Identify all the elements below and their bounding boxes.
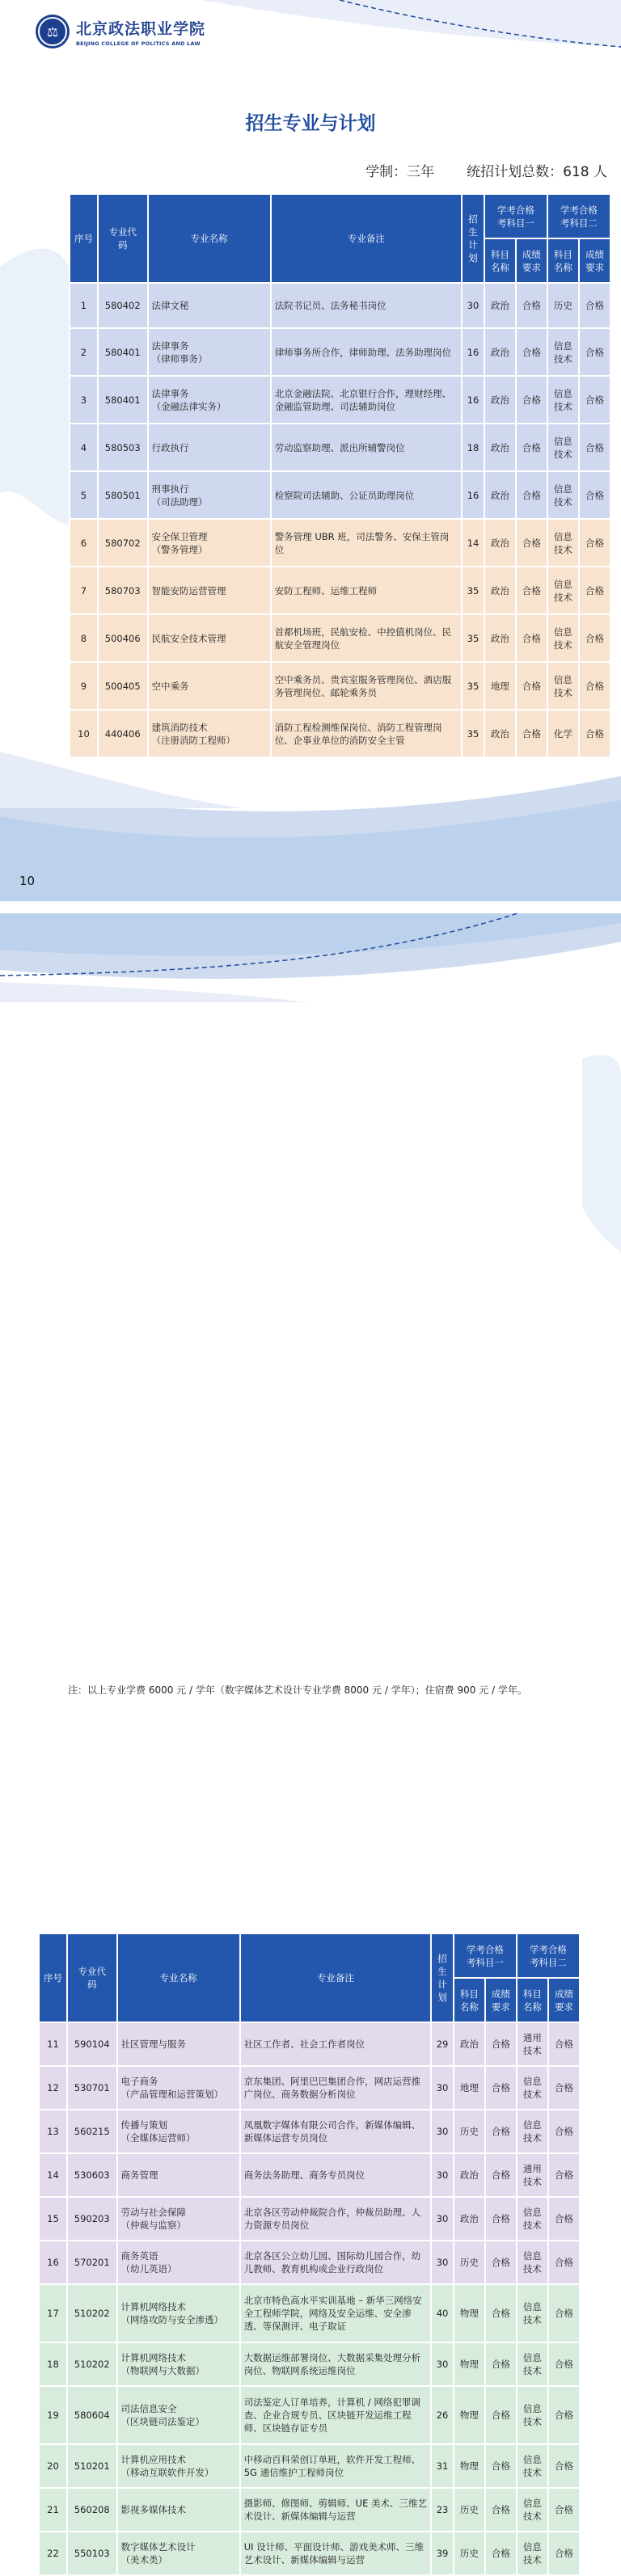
header-code: 专业代码 [99,195,147,282]
cell-subject-1: 地理 [454,2067,484,2109]
cell-code: 590203 [68,2198,116,2240]
cell-subject-2: 信息技术 [518,2110,547,2152]
cell-subject-1: 政治 [485,284,515,327]
cell-remark: 安防工程师、运维工程师 [272,567,461,613]
cell-plan: 30 [432,2198,453,2240]
table-row [40,2489,579,2531]
header-name: 专业名称 [118,1934,239,2022]
table-row [40,2387,579,2443]
header-requirement-2: 成绩要求 [580,239,610,282]
cell-code: 530701 [68,2067,116,2109]
cell-seq: 8 [70,615,97,661]
total-quota: 统招计划总数：618 人 [467,164,607,180]
table-row [40,2198,579,2240]
cell-seq: 10 [70,710,97,757]
cell-plan: 30 [432,2343,453,2385]
cell-requirement-1: 合格 [517,329,547,375]
cell-plan: 30 [432,2241,453,2283]
table-row [40,2067,579,2109]
cell-subject-2: 信息技术 [548,520,578,566]
cell-requirement-1: 合格 [486,2023,516,2065]
cell-seq: 1 [70,284,97,327]
cell-plan: 31 [432,2445,453,2487]
cell-requirement-1: 合格 [517,663,547,709]
cell-code: 570201 [68,2241,116,2283]
cell-major-name: 司法信息安全 （区块链司法鉴定） [118,2387,239,2443]
fee-note: 注：以上专业学费 6000 元 / 学年（数字媒体艺术设计专业学费 8000 元 / 学年）；住宿费 900 元 / 学年。 [68,1684,527,1696]
header-requirement-1: 成绩要求 [486,1979,516,2022]
cell-remark: 北京市特色高水平实训基地 – 新华三网络安全工程师学院，网络及安全运维、安全渗透、等保测评、电子取证 [241,2285,430,2342]
cell-remark: 北京各区公立幼儿园、国际幼儿园合作，幼儿教师、教育机构或企业行政岗位 [241,2241,430,2283]
cell-subject-1: 政治 [454,2198,484,2240]
cell-requirement-2: 合格 [549,2489,579,2531]
cell-subject-2: 信息技术 [548,424,578,470]
logo-english: BEIJING COLLEGE OF POLITICS AND LAW [76,40,201,47]
cell-requirement-1: 合格 [486,2154,516,2196]
cell-requirement-1: 合格 [486,2110,516,2152]
cell-requirement-2: 合格 [580,424,610,470]
cell-major-name: 传播与策划 （全媒体运营师） [118,2110,239,2152]
cell-plan: 35 [463,615,484,661]
cell-remark: 京东集团、阿里巴巴集团合作，网店运营推广岗位、商务数据分析岗位 [241,2067,430,2109]
cell-seq: 17 [40,2285,66,2342]
cell-major-name: 计算机网络技术 （物联网与大数据） [118,2343,239,2385]
cell-seq: 3 [70,377,97,423]
cell-remark: 劳动监察助理、派出所辅警岗位 [272,424,461,470]
cell-seq: 11 [40,2023,66,2065]
cell-major-name: 计算机应用技术 （移动互联软件开发） [118,2445,239,2487]
cell-major-name: 空中乘务 [149,663,270,709]
cell-seq: 14 [40,2154,66,2196]
cell-requirement-1: 合格 [486,2241,516,2283]
cell-requirement-1: 合格 [517,567,547,613]
cell-remark: 司法鉴定人订单培养，计算机 / 网络犯罪调查、企业合规专员、区块链开发运维工程师、区块链存证专员 [241,2387,430,2443]
cell-requirement-2: 合格 [580,710,610,757]
cell-code: 580402 [99,284,147,327]
header-group1: 学考合格考科目一 [454,1934,516,1977]
cell-requirement-2: 合格 [580,520,610,566]
cell-seq: 2 [70,329,97,375]
cell-subject-1: 历史 [454,2241,484,2283]
cell-requirement-2: 合格 [549,2445,579,2487]
cell-plan: 18 [463,424,484,470]
table-1-body [70,284,610,757]
cell-requirement-1: 合格 [486,2198,516,2240]
table-row [70,284,610,327]
cell-remark: 空中乘务员、贵宾室服务管理岗位、酒店服务管理岗位、邮轮乘务员 [272,663,461,709]
cell-code: 500405 [99,663,147,709]
cell-code: 560215 [68,2110,116,2152]
cell-code: 580702 [99,520,147,566]
cell-requirement-1: 合格 [517,615,547,661]
cell-remark: UI 设计师、平面设计师、游戏美术师、三维艺术设计、新媒体编辑与运营 [241,2532,430,2574]
table-row [70,424,610,470]
cell-subject-1: 历史 [454,2532,484,2574]
header-plan: 招生计划 [432,1934,453,2022]
header-subject-1: 科目名称 [454,1979,484,2022]
cell-requirement-1: 合格 [517,377,547,423]
cell-seq: 6 [70,520,97,566]
cell-seq: 5 [70,472,97,518]
cell-code: 580703 [99,567,147,613]
cell-seq: 15 [40,2198,66,2240]
cell-subject-1: 地理 [485,663,515,709]
cell-requirement-1: 合格 [486,2387,516,2443]
cell-remark: 摄影师、修图师、剪辑师、UE 美术、三维艺术设计、新媒体编辑与运营 [241,2489,430,2531]
cell-plan: 39 [432,2532,453,2574]
cell-subject-1: 物理 [454,2343,484,2385]
header-remark: 专业备注 [241,1934,430,2022]
cell-code: 560208 [68,2489,116,2531]
cell-plan: 35 [463,710,484,757]
cell-requirement-2: 合格 [580,615,610,661]
header-remark: 专业备注 [272,195,461,282]
table-row [70,472,610,518]
cell-major-name: 行政执行 [149,424,270,470]
cell-subject-2: 信息技术 [518,2343,547,2385]
cell-subject-2: 信息技术 [548,329,578,375]
page-number: 10 [19,874,36,888]
cell-requirement-2: 合格 [549,2532,579,2574]
cell-major-name: 社区管理与服务 [118,2023,239,2065]
cell-requirement-1: 合格 [486,2285,516,2342]
cell-plan: 16 [463,329,484,375]
cell-remark: 消防工程检测维保岗位、消防工程管理岗位、企事业单位的消防安全主管 [272,710,461,757]
cell-requirement-2: 合格 [549,2110,579,2152]
cell-code: 580604 [68,2387,116,2443]
cell-requirement-2: 合格 [549,2067,579,2109]
table-row [40,2285,579,2342]
cell-plan: 16 [463,377,484,423]
cell-requirement-2: 合格 [580,284,610,327]
cell-requirement-1: 合格 [486,2445,516,2487]
table-row [70,663,610,709]
admission-table-1 [69,193,611,758]
cell-major-name: 商务英语 （幼儿英语） [118,2241,239,2283]
cell-code: 510201 [68,2445,116,2487]
table-row [40,2110,579,2152]
cell-subject-1: 政治 [485,710,515,757]
header-subject-2: 科目名称 [518,1979,547,2022]
cell-major-name: 数字媒体艺术设计 （美术类） [118,2532,239,2574]
table-row [40,2154,579,2196]
college-logo [36,15,205,48]
header-group1: 学考合格考科目一 [485,195,547,238]
cell-seq: 21 [40,2489,66,2531]
cell-subject-2: 信息技术 [518,2489,547,2531]
cell-code: 580401 [99,377,147,423]
cell-subject-1: 政治 [485,329,515,375]
admission-table-2 [38,1933,581,2576]
cell-seq: 12 [40,2067,66,2109]
table-row [70,329,610,375]
cell-code: 500406 [99,615,147,661]
cell-code: 510202 [68,2343,116,2385]
page-2 [0,913,621,2565]
cell-subject-2: 信息技术 [548,567,578,613]
cell-remark: 北京金融法院、北京银行合作，理财经理、金融监管助理、司法辅助岗位 [272,377,461,423]
cell-code: 440406 [99,710,147,757]
cell-requirement-1: 合格 [486,2532,516,2574]
table-row [40,2445,579,2487]
cell-subject-2: 化学 [548,710,578,757]
cell-subject-1: 政治 [454,2154,484,2196]
cell-plan: 30 [432,2110,453,2152]
cell-requirement-1: 合格 [517,472,547,518]
cell-seq: 22 [40,2532,66,2574]
cell-plan: 30 [432,2067,453,2109]
cell-plan: 23 [432,2489,453,2531]
cell-plan: 29 [432,2023,453,2065]
cell-subject-1: 政治 [485,472,515,518]
cell-requirement-1: 合格 [486,2343,516,2385]
cell-seq: 9 [70,663,97,709]
cell-remark: 凤凰数字媒体有限公司合作，新媒体编辑、新媒体运营专员岗位 [241,2110,430,2152]
cell-requirement-2: 合格 [580,377,610,423]
cell-major-name: 法律事务 （金融法律实务） [149,377,270,423]
cell-seq: 4 [70,424,97,470]
cell-major-name: 计算机网络技术 （网络攻防与安全渗透） [118,2285,239,2342]
cell-plan: 26 [432,2387,453,2443]
cell-subject-2: 信息技术 [548,615,578,661]
cell-requirement-2: 合格 [580,329,610,375]
seal-icon: ⚖ [36,15,70,48]
cell-major-name: 智能安防运营管理 [149,567,270,613]
cell-seq: 18 [40,2343,66,2385]
table-row [70,377,610,423]
cell-major-name: 法律事务 （律师事务） [149,329,270,375]
cell-code: 580401 [99,329,147,375]
cell-requirement-1: 合格 [517,424,547,470]
cell-remark: 律师事务所合作，律师助理、法务助理岗位 [272,329,461,375]
cell-major-name: 电子商务 （产品管理和运营策划） [118,2067,239,2109]
cell-subject-1: 政治 [485,424,515,470]
cell-requirement-2: 合格 [580,472,610,518]
cell-major-name: 建筑消防技术 （注册消防工程师） [149,710,270,757]
cell-requirement-2: 合格 [549,2285,579,2342]
cell-code: 580503 [99,424,147,470]
cell-major-name: 安全保卫管理 （警务管理） [149,520,270,566]
cell-subject-2: 信息技术 [518,2387,547,2443]
header-requirement-2: 成绩要求 [549,1979,579,2022]
table-2-body [40,2023,579,2574]
page-1 [0,0,621,901]
cell-plan: 35 [463,567,484,613]
cell-remark: 检察院司法辅助、公证员助理岗位 [272,472,461,518]
cell-subject-1: 政治 [485,615,515,661]
cell-code: 550103 [68,2532,116,2574]
cell-major-name: 影视多媒体技术 [118,2489,239,2531]
study-duration: 学制：三年 [365,164,435,180]
header-plan: 招生计划 [463,195,484,282]
cell-subject-1: 政治 [485,567,515,613]
header-requirement-1: 成绩要求 [517,239,547,282]
cell-requirement-2: 合格 [549,2198,579,2240]
cell-remark: 首都机场班，民航安检、中控值机岗位、民航安全管理岗位 [272,615,461,661]
cell-requirement-1: 合格 [517,284,547,327]
cell-code: 580501 [99,472,147,518]
cell-subject-2: 历史 [548,284,578,327]
cell-subject-1: 政治 [485,377,515,423]
cell-subject-2: 信息技术 [518,2198,547,2240]
cell-plan: 14 [463,520,484,566]
plan-summary [333,160,607,180]
cell-remark: 大数据运维部署岗位、大数据采集处理分析岗位、物联网系统运维岗位 [241,2343,430,2385]
cell-major-name: 劳动与社会保障 （仲裁与监察） [118,2198,239,2240]
header-group2: 学考合格考科目二 [518,1934,579,1977]
table-row [70,710,610,757]
cell-subject-2: 信息技术 [548,377,578,423]
cell-major-name: 商务管理 [118,2154,239,2196]
cell-requirement-2: 合格 [549,2343,579,2385]
cell-requirement-1: 合格 [517,520,547,566]
cell-subject-2: 信息技术 [518,2241,547,2283]
cell-requirement-1: 合格 [517,710,547,757]
cell-plan: 30 [432,2154,453,2196]
page-title: 招生专业与计划 [245,113,376,134]
cell-subject-2: 信息技术 [518,2285,547,2342]
cell-subject-2: 通用技术 [518,2023,547,2065]
cell-major-name: 法律文秘 [149,284,270,327]
cell-subject-2: 信息技术 [548,663,578,709]
table-row [40,2343,579,2385]
cell-major-name: 刑事执行 （司法助理） [149,472,270,518]
cell-remark: 中移动百科荣创订单班，软件开发工程师、5G 通信维护工程师岗位 [241,2445,430,2487]
cell-subject-2: 信息技术 [548,472,578,518]
logo-chinese: 北京政法职业学院 [76,19,206,38]
page-2-background [0,913,621,1701]
cell-subject-1: 政治 [454,2023,484,2065]
cell-subject-1: 历史 [454,2110,484,2152]
cell-seq: 13 [40,2110,66,2152]
cell-seq: 16 [40,2241,66,2283]
cell-subject-1: 历史 [454,2489,484,2531]
header-name: 专业名称 [149,195,270,282]
cell-remark: 商务法务助理、商务专员岗位 [241,2154,430,2196]
table-row [40,2023,579,2065]
cell-code: 530603 [68,2154,116,2196]
cell-requirement-2: 合格 [549,2154,579,2196]
cell-requirement-2: 合格 [580,567,610,613]
header-seq: 序号 [70,195,97,282]
cell-requirement-2: 合格 [549,2023,579,2065]
cell-plan: 35 [463,663,484,709]
cell-plan: 30 [463,284,484,327]
cell-major-name: 民航安全技术管理 [149,615,270,661]
cell-code: 590104 [68,2023,116,2065]
cell-subject-1: 物理 [454,2285,484,2342]
cell-plan: 16 [463,472,484,518]
cell-subject-1: 物理 [454,2445,484,2487]
header-subject-1: 科目名称 [485,239,515,282]
cell-requirement-1: 合格 [486,2067,516,2109]
table-row [70,615,610,661]
header-code: 专业代码 [68,1934,116,2022]
cell-subject-1: 物理 [454,2387,484,2443]
cell-remark: 警务管理 UBR 班，司法警务、安保主管岗位 [272,520,461,566]
table-row [70,520,610,566]
header-subject-2: 科目名称 [548,239,578,282]
header-group2: 学考合格考科目二 [548,195,610,238]
cell-seq: 19 [40,2387,66,2443]
cell-requirement-1: 合格 [486,2489,516,2531]
header-seq: 序号 [40,1934,66,2022]
cell-remark: 北京各区劳动仲裁院合作，仲裁员助理、人力资源专员岗位 [241,2198,430,2240]
cell-seq: 7 [70,567,97,613]
cell-subject-1: 政治 [485,520,515,566]
cell-code: 510202 [68,2285,116,2342]
table-row [40,2532,579,2574]
cell-subject-2: 通用技术 [518,2154,547,2196]
table-row [70,567,610,613]
cell-subject-2: 信息技术 [518,2532,547,2574]
cell-requirement-2: 合格 [580,663,610,709]
cell-requirement-2: 合格 [549,2387,579,2443]
cell-subject-2: 信息技术 [518,2067,547,2109]
cell-plan: 40 [432,2285,453,2342]
cell-subject-2: 信息技术 [518,2445,547,2487]
cell-remark: 法院书记员、法务秘书岗位 [272,284,461,327]
table-row [40,2241,579,2283]
cell-remark: 社区工作者、社会工作者岗位 [241,2023,430,2065]
page-gap [0,901,621,913]
cell-seq: 20 [40,2445,66,2487]
cell-requirement-2: 合格 [549,2241,579,2283]
